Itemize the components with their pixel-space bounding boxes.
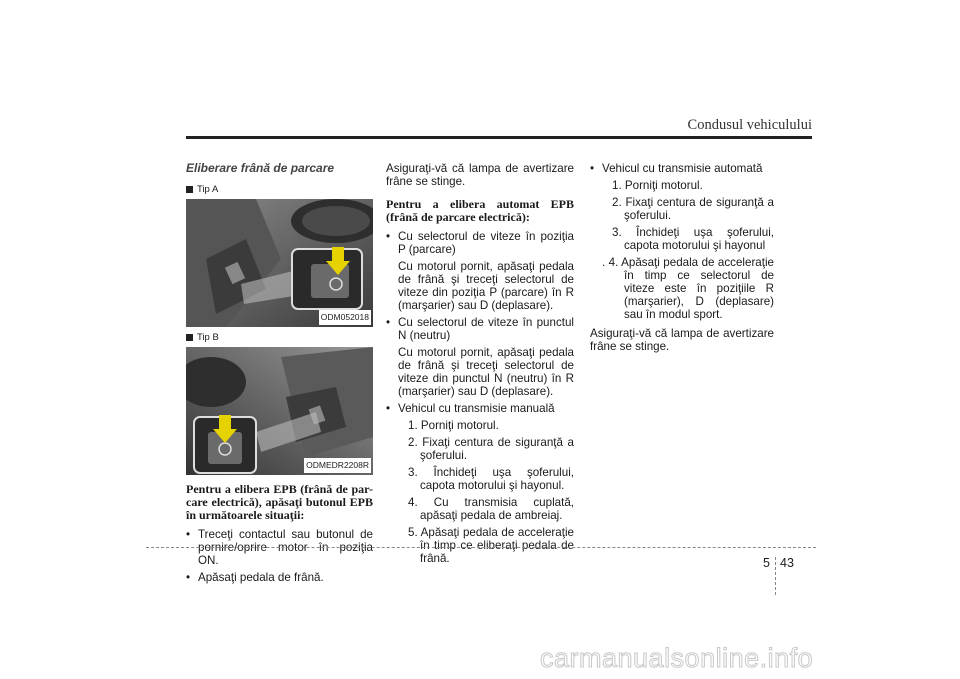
figure-code: ODMEDR2208R [304, 458, 371, 473]
square-bullet-icon [186, 334, 193, 341]
step-item: 5. Apăsaţi pedala de acceleraţie în timp ce eliberaţi pedala de frână. [408, 526, 574, 565]
section-header-title: Condusul vehiculului [687, 117, 812, 133]
paragraph-heading: Pentru a elibera EPB (frână de par- care electrică), apăsaţi butonul EPB în următoarele situaţii: [186, 482, 373, 522]
bullet-item: • Apăsaţi pedala de frână. [186, 571, 373, 584]
figure-label [186, 331, 373, 344]
step-item: . 4. Apăsaţi pedala de acceleraţie în timp ce selectorul de viteze este în poziţiile R (marşarier), D (deplasare) sau în modul sport. [602, 256, 774, 321]
bullet-item: • Vehicul cu transmisie manuală [386, 402, 574, 415]
step-item: 1. Porniţi motorul. [408, 419, 499, 432]
bullet-item: • Cu selectorul de viteze în punctul N (neutru) [386, 316, 574, 342]
figure-label-text: Tip B [197, 332, 219, 343]
paragraph-heading: Pentru a elibera automat EPB (frână de parcare electrică): [386, 197, 574, 224]
epb-photo-b [186, 347, 373, 475]
paragraph: Asiguraţi-vă că lampa de avertizare frâne se stinge. [590, 327, 774, 353]
step-item: 1. Porniţi motorul. [612, 179, 703, 192]
column-1 [186, 162, 373, 588]
step-item: 3. Închideţi uşa şoferului, capota motorului şi hayonul [612, 226, 774, 252]
section-title: Eliberare frână de parcare [186, 161, 335, 175]
watermark: carmanualsonline.info [540, 643, 814, 673]
column-3 [590, 162, 774, 359]
figure-label [186, 183, 373, 196]
bullet-detail: Cu motorul pornit, apăsaţi pedala de frână şi treceţi selectorul de viteze din punctul N (neutru) în R (marşarier) sau D (deplasare). [398, 346, 574, 398]
bullet-detail: Cu motorul pornit, apăsaţi pedala de frână şi treceţi selectorul de viteze din poziţia P (parcare) în R (marşarier) sau D (deplasare). [398, 260, 574, 312]
header-rule [186, 136, 812, 139]
figure-code: ODM052018 [319, 310, 371, 325]
chapter-number: 5 [763, 556, 770, 570]
figure-label-text: Tip A [197, 184, 219, 195]
epb-illustration-a [186, 199, 373, 327]
figure-type-a [186, 183, 373, 327]
figure-type-b [186, 331, 373, 475]
footer-rule [146, 547, 816, 548]
bullet-item: • Treceţi contactul sau butonul de pornire/oprire motor în poziţia ON. [186, 528, 373, 567]
bullet-item: • Vehicul cu transmisie automată [590, 162, 774, 175]
paragraph: Asiguraţi-vă că lampa de avertizare frâne se stinge. [386, 162, 574, 188]
column-2 [386, 162, 574, 569]
page-number: 43 [780, 556, 794, 570]
epb-photo-a [186, 199, 373, 327]
square-bullet-icon [186, 186, 193, 193]
bullet-item: • Cu selectorul de viteze în poziţia P (parcare) [386, 230, 574, 256]
step-item: 4. Cu transmisia cuplată, apăsaţi pedala de ambreiaj. [408, 496, 574, 522]
epb-illustration-b [186, 347, 373, 475]
page-number-divider [775, 557, 776, 595]
step-item: 2. Fixaţi centura de siguranţă a şoferului. [408, 436, 574, 462]
step-item: 2. Fixaţi centura de siguranţă a şoferului. [612, 196, 774, 222]
step-item: 3. Închideţi uşa şoferului, capota motorului şi hayonul. [408, 466, 574, 492]
